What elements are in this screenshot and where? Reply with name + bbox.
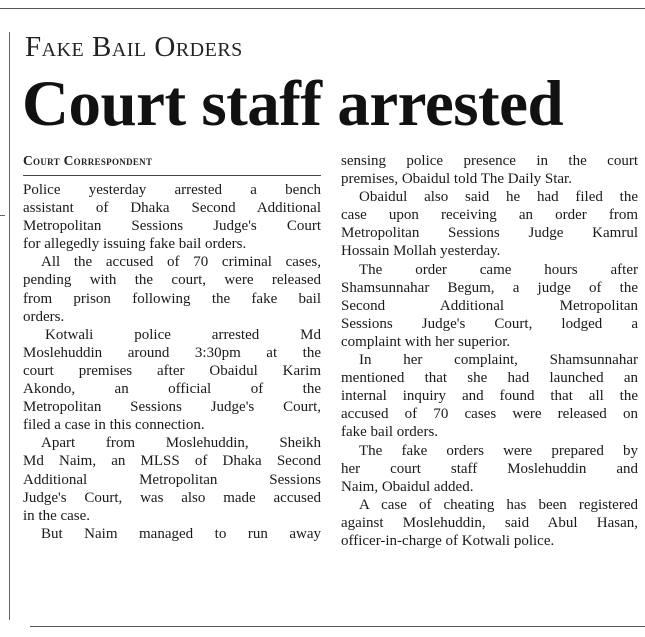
article-line: assistant of Dhaka Second Additional [23,200,321,217]
article-line: Metropolitan Sessions Judge's Court, [23,399,321,416]
article-line: case upon receiving an order from [341,207,638,224]
article-line: complaint with her superior. [341,333,511,350]
top-rule [0,8,645,9]
article-line: in the case. [23,507,91,524]
article-line: against Moslehuddin, said Abul Hasan, [341,514,638,531]
article-line: Naim, Obaidul added. [341,478,474,495]
kicker: Fake Bail Orders [25,31,243,63]
article-column-2 [341,152,638,550]
article-line: Second Additional Metropolitan [341,297,638,314]
article-line: orders. [23,308,65,325]
article-line: But Naim managed to run away [41,525,321,542]
article-line: Moslehuddin around 3:30pm at the [23,344,321,361]
article-line: Sessions Judge's Court, lodged a [341,315,638,332]
article-line: Obaidul also said he had filed the [359,189,638,206]
article-line: for allegedly issuing fake bail orders. [23,236,247,253]
article-line: mentioned that she had launched an [341,370,638,387]
byline: Court Correspondent [23,153,153,168]
article-line: premises, Obaidul told The Daily Star. [341,171,572,188]
article-line: Hossain Mollah yesterday. [341,243,501,260]
article-line: All the accused of 70 criminal cases, [41,254,321,271]
article-column-1 [23,181,321,543]
article-line: Metropolitan Sessions Judge's Court [23,218,321,235]
left-rule [9,32,10,620]
article-line: Shamsunnahar Begum, a judge of the [341,279,638,296]
article-line: Metropolitan Sessions Judge Kamrul [341,225,638,242]
article-line: from prison following the fake bail [23,290,321,307]
article-line: A case of cheating has been registered [359,496,638,513]
article-line: Akondo, an official of the [23,381,321,398]
article-line: The order came hours after [359,261,638,278]
article-line: fake bail orders. [341,424,439,441]
article-line: Apart from Moslehuddin, Sheikh [41,435,321,452]
headline: Court staff arrested [22,68,564,140]
article-line: court premises after Obaidul Karim [23,362,321,379]
article-line: filed a case in this connection. [23,417,205,434]
article-line: Judge's Court, was also made accused [23,489,321,506]
margin-tick [0,215,5,216]
article-line: Md Naim, an MLSS of Dhaka Second [23,453,321,470]
article-line: pending with the court, were released [23,272,321,289]
article-line: Police yesterday arrested a bench [23,182,321,198]
article-line: Additional Metropolitan Sessions [23,471,321,488]
article-line: Kotwali police arrested Md [45,326,321,343]
article-line: In her complaint, Shamsunnahar [359,352,638,369]
article-line: sensing police presence in the court [341,153,638,169]
byline-rule [23,175,321,176]
bottom-rule [30,626,645,627]
article-line: accused of 70 cases were released on [341,406,638,423]
article-line: officer-in-charge of Kotwali police. [341,532,555,549]
article-line: internal inquiry and found that all the [341,388,638,405]
article-line: her court staff Moslehuddin and [341,460,638,477]
article-line: The fake orders were prepared by [359,442,638,459]
